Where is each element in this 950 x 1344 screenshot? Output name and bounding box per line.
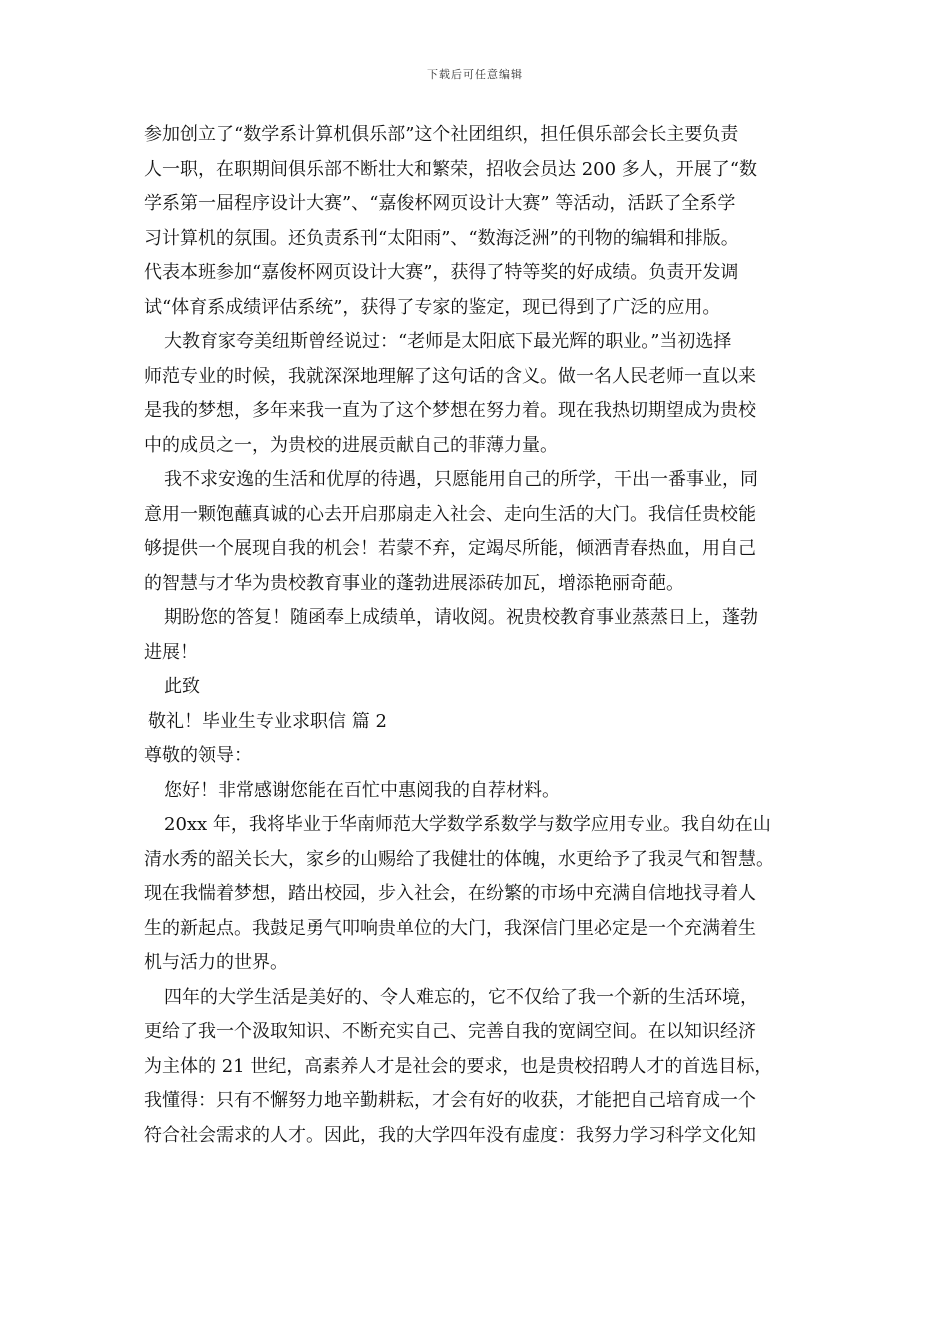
text-line: 习计算机的氛围。还负责系刊“太阳雨”、“数海泛洲”的刊物的编辑和排版。 xyxy=(144,227,739,249)
paragraph-start-line: 期盼您的答复！随函奉上成绩单，请收阅。祝贵校教育事业蒸蒸日上，蓬勃 xyxy=(164,607,758,628)
text-line: 够提供一个展现自我的机会！若蒙不弃，定竭尽所能，倾洒青春热血，用自己 xyxy=(144,538,756,559)
text-line: 意用一颗饱蘸真诚的心去开启那扇走入社会、走向生活的大门。我信任贵校能 xyxy=(144,503,756,525)
paragraph-start-line: 20xx 年，我将毕业于华南师范大学数学系数学与数学应用专业。我自幼在山 xyxy=(164,814,771,835)
salutation: 尊敬的领导： xyxy=(144,745,252,766)
text-line: 学系第一届程序设计大赛”、“嘉俊杯网页设计大赛” 等活动，活跃了全系学 xyxy=(144,193,736,214)
paragraph-start-line: 大教育家夸美纽斯曾经说过：“老师是太阳底下最光辉的职业。”当初选择 xyxy=(164,331,732,352)
text-line: 我懂得：只有不懈努力地辛勤耕耘，才会有好的收获，才能把自己培育成一个 xyxy=(144,1090,756,1111)
paragraph-start-line: 您好！非常感谢您能在百忙中惠阅我的自荐材料。 xyxy=(164,779,560,801)
text-line: 人一职，在职期间俱乐部不断壮大和繁荣，招收会员达 200 多人，开展了“数 xyxy=(144,158,757,180)
text-line: 清水秀的韶关长大，家乡的山赐给了我健壮的体魄，水更给予了我灵气和智慧。 xyxy=(144,848,774,870)
document-body xyxy=(144,118,824,1153)
text-line: 参加创立了“数学系计算机俱乐部”这个社团组织，担任俱乐部会长主要负责 xyxy=(144,124,739,145)
text-line: 为主体的 21 世纪，高素养人才是社会的要求，也是贵校招聘人才的首选目标， xyxy=(144,1055,773,1077)
text-line: 试“体育系成绩评估系统”，获得了专家的鉴定，现已得到了广泛的应用。 xyxy=(144,296,721,318)
closing-line: 此致 xyxy=(164,676,200,697)
text-line: 代表本班参加“嘉俊杯网页设计大赛”，获得了特等奖的好成绩。负责开发调 xyxy=(144,262,739,283)
text-line: 是我的梦想，多年来我一直为了这个梦想在努力着。现在我热切期望成为贵校 xyxy=(144,400,756,421)
text-line: 机与活力的世界。 xyxy=(144,952,288,973)
text-line: 生的新起点。我鼓足勇气叩响贵单位的大门，我深信门里必定是一个充满着生 xyxy=(144,917,756,939)
text-line: 更给了我一个汲取知识、不断充实自己、完善自我的宽阔空间。在以知识经济 xyxy=(144,1021,756,1042)
text-line: 中的成员之一，为贵校的进展贡献自己的菲薄力量。 xyxy=(144,434,558,456)
page-header: 下载后可任意编辑 xyxy=(427,68,523,81)
text-line: 师范专业的时候，我就深深地理解了这句话的含义。做一名人民老师一直以来 xyxy=(144,365,756,387)
text-line: 进展！ xyxy=(144,641,198,663)
paragraph-start-line: 我不求安逸的生活和优厚的待遇，只愿能用自己的所学，干出一番事业，同 xyxy=(164,469,758,490)
section-heading: 敬礼！毕业生专业求职信 篇 2 xyxy=(148,710,387,732)
text-line: 的智慧与才华为贵校教育事业的蓬勃进展添砖加瓦，增添艳丽奇葩。 xyxy=(144,572,684,594)
text-line: 符合社会需求的人才。因此，我的大学四年没有虚度：我努力学习科学文化知 xyxy=(144,1124,756,1146)
text-line: 现在我惴着梦想，踏出校园，步入社会，在纷繁的市场中充满自信地找寻着人 xyxy=(144,883,756,904)
paragraph-start-line: 四年的大学生活是美好的、令人难忘的，它不仅给了我一个新的生活环境， xyxy=(164,986,758,1008)
